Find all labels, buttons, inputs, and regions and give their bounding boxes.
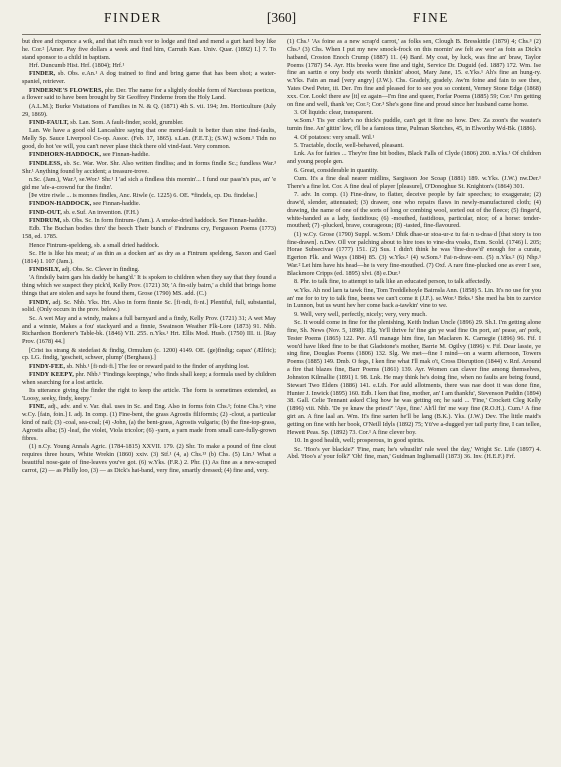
entry-paragraph [22, 127, 276, 151]
entry-text: Lnk. As for fairies ... They're fine bit bodies, Black Falls of Clyde (1806) 200. n.Yks.¹ Of children and young people gen. [287, 150, 541, 166]
entry-text: see Finnan-haddie. [93, 200, 141, 208]
entry-paragraph [22, 347, 276, 363]
entry-paragraph [287, 38, 541, 109]
entry-paragraph [287, 437, 541, 445]
entry-text: (1) w.Cy. Grose (1790) Suppl. w.Som.¹ Dhik dhae-ur stoa-ur-z tu fai·n u-draa·d [that story is too fine-drawn]. n.Dev. Oll vor palching about to hire toes to vine-dra voaks, Exm. Scold. (1746) l. 205; Horae Subsecivae (1777) 151. (2) Sus. I didn't think he was 'fine-draw'd' enough for a curate, Egerton Flk. and Ways (1884) 85. (3) w.Yks.² (4) w.Som.¹ Fai·n-draw·een. (5) n.Yks.² (6) Nhp.¹ War.² Let him have his head—he is very fine-mouthed. (7) Oxf. A rare fine-plucked one as ever I see, Blackmore Cripps (ed. 1895) xlvi. (8) e.Dur.¹ [287, 230, 541, 277]
entry-text: adj. Sc. Nhb. Yks. Hrt. Also in form finnie Sc. [fi·ndi, fi·ni.] Plentiful, full, substantial, solid. (Only occurs in the prov. below.) [22, 298, 276, 314]
headword: FINDER, [29, 70, 56, 78]
entry-text: phr. Nhb.¹ 'Findings keepings,' who finds shall keep; a formula used by children when searching for a lost article. [22, 371, 276, 386]
dictionary-entry [22, 160, 276, 176]
entry-text: 6. Great, considerable in quantity. [294, 166, 379, 174]
entry-text: Sc. He is like his meat; a' as thin as a docken an' as dry as a Fintrum speldeng, Saxon and Gael (1814) I. 107 (Jam.). [22, 249, 276, 265]
entry-paragraph [22, 242, 276, 250]
headword: FINDON-HADDOCK, [29, 200, 92, 208]
headword: FINDLESS, [29, 159, 63, 167]
entry-text: see Finnan-haddie. [102, 151, 150, 159]
entry-paragraph [287, 175, 541, 191]
headword: FINDHORN-HADDOCK, [29, 151, 102, 159]
entry-text: adj. Obs. Sc. Clever in finding. [61, 266, 140, 274]
entry-text: 9. Well, very well, perfectly, nicely; very, very much. [294, 310, 427, 318]
entry-text: w.Yks. Ah nod larn ta tawk fine, Tom Treddlehoyle Bairnsla Ann. (1858) 5. Lin. It's no use for you an' me for to try to talk fine, beens we can't come it (J.F.). se.Wor.¹ Brks.¹ She med ha bin to zarvice in Lunnon, but us wunt hev her come back a-tawkin' vine to we. [287, 286, 541, 310]
entry-text: Edb. The Buchan bodies thro' the beech Their bunch o' Findrums cry, Fergusson Poems (1773) 158, ed. 1785. [22, 225, 276, 241]
entry-paragraph [287, 446, 541, 462]
entry-text: sb. Sc. War. Wor. Shr. Also written findliss; and in forms findle Sc.; fundless War.³ Shr.¹ Anything found by accident; a treasure-trove. [22, 159, 276, 175]
dictionary-entry [22, 151, 276, 159]
right-column [287, 38, 541, 766]
entry-text: [Crist iss strang & stedefast & findig, Ormulum (c. 1200) 4149. OE. (ge)findig; capax' (Ælfric); cp. LG. findig, 'gescheit, schwer, plump' (Berghaus).] [22, 346, 276, 362]
entry-paragraph [287, 142, 541, 150]
headword: FIND-FAULT, [29, 118, 69, 126]
entry-paragraph [287, 311, 541, 319]
entry-text: n.Sc. (Jam.), War.³, se.Wor.¹ Shr.¹ I 'ad sich a findless this mornin'... I fund our paas'n's pus, an' 'e gid me 'afe-a-crownd fur the findin'. [22, 175, 276, 191]
entry-text: Cum. It's a fine deal nearer midlins, Sargisson Joe Scoap (1881) 189. w.Yks. (J.W.) nw.Der.¹ There's a fine lot. Cor. A fine deal of player [pleasure], O'Donoghue St. Knighton's (1864) 301. [287, 174, 541, 190]
headword: FINDY, [29, 298, 51, 306]
entry-text: [Þe vttre riwle ... is monnes findles, Anc. Riwle (c. 1225) 6. OE. *findels, cp. Du. findelse.] [29, 192, 258, 200]
dictionary-entry [22, 266, 276, 274]
entry-text: phr. Der. The name for a slightly double form of Narcissus poeticus, a flower said to have been brought by Sir Geoffrey Finderne from the Holy Land. [22, 86, 276, 102]
headword: FINDERNE'S FLOWERS, [29, 86, 104, 94]
headword: FINDRUM, [29, 217, 62, 225]
dictionary-entry [22, 200, 276, 208]
entry-paragraph [287, 117, 541, 133]
entry-text: (1) n.Cy. Young Annals Agric. (1784-1815) XXVII. 179. (2) Shr. To make a pound of fine clout requires three hours, White Wrekin (1860) xxiv. (3) Stf.¹ (4, a) Chs.¹³ (b) Chs. (5) Lin.¹ What a beautiful nose-gate of fine-leaves you've got. (6) w.Yks. (F.R.) 2. Phr. (1) As fine as a new-scraped carrot, (2) — as Philly loo, (3) — as Dick's hat-band, very fine, smartly dressed; (4) fine and, very. [22, 443, 276, 474]
dictionary-entry [22, 299, 276, 315]
entry-text: 4. Of potatoes: very small. Wil.¹ [294, 133, 375, 141]
headword: FINDSILY, [29, 266, 61, 274]
entry-paragraph [22, 225, 276, 241]
entry-text: Its utterance giving the finder the right to keep the article. The form is sometimes extended, as 'Loosy, seeky, findy, keepy.' [22, 387, 276, 403]
entry-paragraph [287, 287, 541, 311]
entry-paragraph [287, 150, 541, 166]
entry-text: Hence Fintrum-speldeng, sb. a small dried haddock. [29, 241, 160, 249]
dictionary-entry [22, 217, 276, 225]
entry-text: w.Som.¹ Tis yer cider's no thick's puddle, can't get it fine no how. Dev. Za zoon's the wauter's turnin fine. An' gittin' low, t'll be a famious time, Pulman Sketches, 45, in Elworthy Wd-Bk. (1886). [287, 117, 541, 133]
page-number: [360] [266, 10, 297, 25]
entry-text: Lan. We have a good old Lancashire saying that one mend-fault is better than nine find-faults, Melly Sp. Sauce Liverpool Co-op. Assoc. (Feb. 17, 1865). s.Lan. (F.E.T.); (S.W.) w.Som.¹ Tidn no good, do hot 'ee will, you can't never plase thick there old vind-faut. Very common. [22, 127, 276, 150]
entry-text: 8. Phr. to talk fine, to attempt to talk like an educated person, to talk affectedly. [294, 278, 492, 286]
dictionary-entry [22, 209, 276, 217]
entry-text: 5. Tractable, docile, well-behaved, pleasant. [294, 141, 404, 149]
headword: FINDY-FEE, [29, 362, 66, 370]
entry-text: (A.L.M.); Burke Visitations of Families in N. & Q. (1871) 4th S. vii. 194; Jrn. Horticulture (July 29, 1869). [22, 102, 276, 118]
entry-paragraph [22, 315, 276, 346]
entry-paragraph [22, 274, 276, 298]
entry-text: Sc. 'Hoo's yer blackie?' 'Fine, man; he's whustlin' rale weel the day,' Wright Sc. Life (1897) 4. Abd. 'Hoo's a' your folk?' 'Oh! fine, man,' Guidman Inglismaill (1873) 36. Inv. (H.E.F.) Frf. [287, 445, 541, 461]
entry-text: (1) Chs.¹ 'As foine as a new scrap'd carrot,' as folks sen, Clough B. Bresskittle (1879) 4; Chs.³ (2) Chs.³ (3) Chs. When I put my new smock-frock on this mornin' aw felt aw wor' as foin as Dick's hatband, Croston Enoch Crump (1887) 11. (4) Banf. My coat, by luck, was fine an' braw, Taylor Poems (1787) 54. Ayr. His breeks were fine and tight, Service Dr. Duguid (ed. 1887) 172. Wm. Ise fine an sartin e ony body ets worth thinkin' aboot, Mary Jane, 15. e.Yks.¹ Ah's fine an hung-ry. w.Yks. Fain an mad [very angry] (J.W.). Chs. Gradely, gradely. Aw'm foine and fain to see thee, Yates Owd Peter, iii. Der. I'm fine and pleased for to see you so content, Verney Stone Edge (1868) xxx. Cor. Look! there aw [it] ez again—I'm fine and queer, Forfar Poems (1885) 59; Cor.¹ I'm getting on fine and well, thank 'ee; Cor.²; Cor.³ She's gone fine and proud since her husband came home. [287, 38, 541, 108]
entry-paragraph [22, 103, 276, 119]
entry-paragraph [287, 109, 541, 117]
entry-text: adj., adv. and v. Var. dial. uses in Sc. and Eng. Also in forms foin Chs.¹; foine Chs.³; vine w.Cy. [fain, foin.] I. adj. In comp. (1) Fine-bent, the grass Agrostis filiformis; (2) -clout, a particular kind of nail; (3) -coal, sea-coal; (4) -John, (a) the bent-grass, Agrostis vulgaris; (b) the fine-top-grass, Agrostis alba; (5) -leaf, the violet, Viola tricolor; (6) -yarn, a yarn made from small care-fully-grown fibres. [22, 403, 276, 442]
entry-text: 3. Of liquids: clear, transparent. [294, 109, 374, 117]
entry-paragraph [22, 62, 276, 70]
entry-paragraph [287, 167, 541, 175]
headword: FIND-OUT, [29, 208, 62, 216]
entry-text: sb. Lan. Som. A fault-finder, scold, grumbler. [70, 118, 184, 126]
entry-text: sb. Obs. Sc. In form fintrum- (Jam.). A smoke-dried haddock. See Finnan-haddie. [63, 217, 267, 225]
headword: FINDY KEEPY, [29, 371, 74, 379]
dictionary-entry [22, 70, 276, 86]
dictionary-entry [22, 363, 276, 371]
header-right-word: FINE [413, 10, 449, 25]
entry-paragraph [22, 443, 276, 474]
dictionary-entry [22, 403, 276, 442]
header-left-word: FINDER [104, 10, 162, 25]
entry-text: Sc. A wet May and a windy, makes a full barnyard and a findy, Kelly Prov. (1721) 31; A wet May and a winnie, Makes a fou' stackyard and a finnie, Swainson Weather Flk-Lore (1873) 91. Nhb. Richardson Borderer's Table-bk. (1846) VII. 255. n.Yks.¹ Hrt. Ellis Mod. Husb. (1750) III. ii. [Ray Prov. (1678) 44.] [22, 314, 276, 346]
entry-text: 7. adv. In comp. (1) Fine-draw, to flatter, deceive people by fair speeches; to exaggerate; (2) draw'd, slender, attenuated; (3) drawer, one who repairs flaws in newly-manufactured cloth; (4) drawing, the name of one of the sorts of long or combing wool, sorted out of the fleece; (5) finger'd, white-handed as a lady, fastidious; (6) -mouthed, fastidious, particular, nice; of a horse: tender-mouthed; (7) -plucked, brave, courageous; (8) -tasted, fine-flavoured. [287, 191, 541, 230]
headword: FINE, [29, 403, 46, 411]
entry-paragraph [287, 191, 541, 230]
entry-paragraph [22, 38, 276, 62]
entry-paragraph [22, 250, 276, 266]
dictionary-entry [22, 87, 276, 103]
entry-paragraph [287, 319, 541, 437]
entry-text: sb. Obs. e.An.¹ A dog trained to find and bring game that has been shot; a water-spaniel, retriever. [22, 70, 276, 86]
entry-paragraph [287, 134, 541, 142]
entry-paragraph [22, 176, 276, 192]
entry-text: 'A findsily bairn gars his daddy be hang'd.' It is spoken to children when they say that they found a thing which we suspect they pick'd, Kelly Prov. (1721) 30; 'A fin-sily bairn,' a child that brings home things that are stolen and says he found them, Grose (1790) MS. add. (C.) [22, 274, 276, 298]
entry-text: Sc. It would come in fine for the plenishing, Keith Indian Uncle (1896) 29. Sh.I. I'm getting alone fine, Sh. News (Nov. 5, 1898). Elg. Ye'll thrive fu' fine gin ye wad fine On port, an' pease, an' pork, Tester Poems (1865) 122. Per. A'll manage him fine, Ian Maclaren K. Carnegie (1896) 96. Fif. I wou'd have liked fine to be that Gladstone's mother, Barrie M. Ogilvy (1896) v. Fif. Dear lassie, ye sing fine, Douglas Poems (1806) 132. Slg. We met—fine I mind—on a warm afternoon, Towers Poems (1885) 149. Dmb. O fegs, I ken fine what I'll mak o't, Cross Disruption (1844) v. Rnf. Around a fire that blazes fine, Barr Poems (1861) 139. Ayr. Women can claver fine among themselves, Johnston Kilmallie (1891) I. 98. Lnk. He may think he's doing fine, when no faults are being found, Stewart Two Elders (1886) 141. e.Lth. For auld allotments, there was nae doot it was done fine, Hunter J. Inwick (1895) 160. Edb. I ken that fine, mother, an' I am thankfu', Stevenson Puddin (1894) 38. Gall. Celie Tennant asked Cleg how he was getting on; he said ... 'Fine,' Crockett Cleg Kelly (1896) viii. Nhb. 'De ye knaw the priest?' 'Aye, fine.' Ah'll fin' me way fine (R.O.H.). Cum.¹ A fine girt an. A fine laal an. Wm. It's fine sarten he'll be lang (B.K.). Yks. (J.W.) Dev. The little maid's getting on fine with her book, O'Neill Idyls (1892) 75; Yü've a-dugged yer tail purty fine, I can tellee, Hewett Peas. Sp. (1892) 73. Cor.¹ A fine clever boy. [287, 319, 541, 436]
dictionary-entry [22, 371, 276, 387]
entry-text: but dree and rixpence a wik, and that id'n much vor to lodge and find and mend a gurt hard boy like he. Cor.² [Amer. Pay five dollars a week and find him, Carruth Kan. Univ. Quar. (1892) I.] 7. To stand sponsor to a child in baptism. [22, 38, 276, 61]
left-column [22, 38, 276, 766]
dictionary-entry [22, 119, 276, 127]
page-header [22, 8, 541, 35]
entry-text: sb. Nhb.¹ [fi·ndi·fi.] The fee or reward paid to the finder of anything lost. [66, 362, 250, 370]
entry-paragraph [22, 387, 276, 403]
entry-paragraph [287, 231, 541, 278]
entry-text: Hrf. Duncumb Hist. Hrf. (1804); Hrf.¹ [29, 62, 125, 70]
entry-text: sb. e.Suf. An invention. (F.H.) [63, 208, 139, 216]
entry-paragraph [22, 192, 276, 200]
entry-text: 10. In good health, well; prosperous, in good spirits. [294, 437, 425, 445]
entry-paragraph [287, 278, 541, 286]
